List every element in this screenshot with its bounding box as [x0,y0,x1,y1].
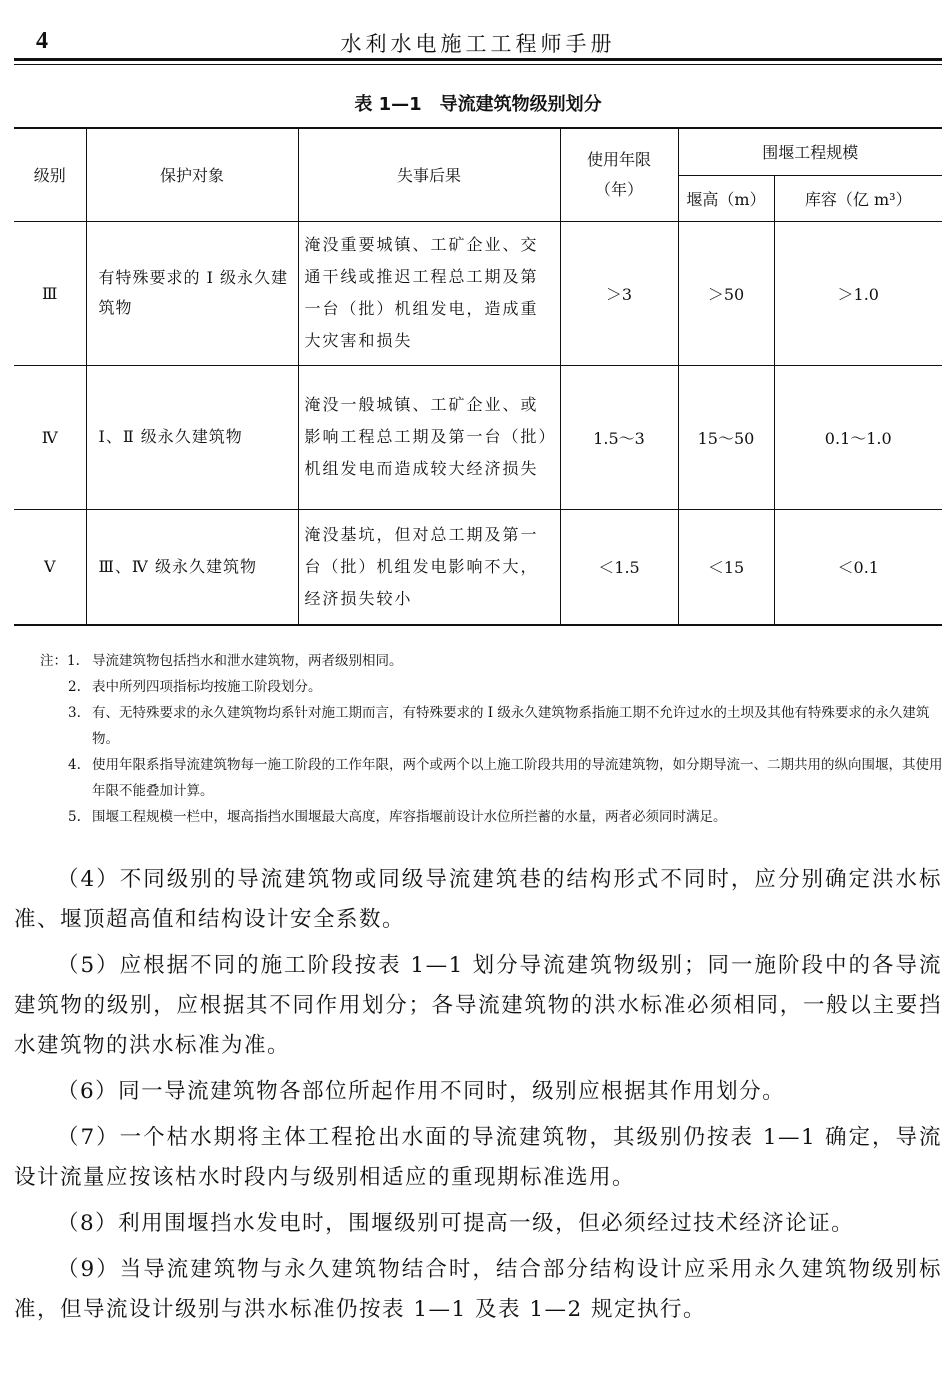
col-life-header [560,128,678,221]
note-label: 5. [68,809,81,825]
paragraph: （6）同一导流建筑物各部位所起作用不同时，级别应根据其作用划分。 [57,1079,786,1104]
cell-height: 15～50 [678,365,774,509]
note-label: 4. [68,757,81,773]
cell-volume: ＞1.0 [774,221,942,365]
note-label: 注：1. [40,653,80,669]
cell-height: ＞50 [678,221,774,365]
cell-life: ＜1.5 [560,509,678,625]
cell-life: ＞3 [560,221,678,365]
cell-protect: Ⅲ、Ⅳ 级永久建筑物 [86,509,298,625]
note-text: 使用年限系指导流建筑物每一施工阶段的工作年限，两个或两个以上施工阶段共用的导流建筑物，如分期导流一、二期共用的纵向围堰，其使用年限不能叠加计算。 [92,757,943,799]
cell-height: ＜15 [678,509,774,625]
table-title: 表 1—1 导流建筑物级别划分 [354,94,602,115]
col-life-unit: （年） [594,179,643,199]
cell-protect: 有特殊要求的 Ⅰ 级永久建筑物 [86,221,298,365]
col-scale-header: 围堰工程规模 [678,128,942,175]
cell-volume: 0.1～1.0 [774,365,942,509]
col-protect-header: 保护对象 [86,128,298,221]
grade-table [14,127,942,626]
col-consequence-header: 失事后果 [298,128,560,221]
col-life-label: 使用年限 [586,149,651,169]
cell-volume: ＜0.1 [774,509,942,625]
header-rule-thick [14,58,942,61]
cell-consequence: 淹没重要城镇、工矿企业、交通干线或推迟工程总工期及第一台（批）机组发电，造成重大灾害和损失 [298,221,560,365]
note-label: 2. [68,679,81,695]
note-label: 3. [68,705,81,721]
note-text: 表中所列四项指标均按施工阶段划分。 [92,679,322,695]
paragraph: （4）不同级别的导流建筑物或同级导流建筑巷的结构形式不同时，应分别确定洪水标准、堰顶超高值和结构设计安全系数。 [14,867,942,932]
table-row [14,221,942,365]
col-level-header: 级别 [14,128,86,221]
cell-level: Ⅲ [14,221,86,365]
book-title: 水利水电施工工程师手册 [340,32,616,56]
note-item [40,648,945,674]
table-header-row [14,128,942,175]
note-item [40,752,945,804]
note-item [40,674,945,700]
table-row [14,365,942,509]
table-notes [40,648,945,830]
paragraph: （9）当导流建筑物与永久建筑物结合时，结合部分结构设计应采用永久建筑物级别标准，但导流设计级别与洪水标准仍按表 1—1 及表 1—2 规定执行。 [14,1257,942,1322]
note-text: 导流建筑物包括挡水和泄水建筑物，两者级别相同。 [92,653,403,669]
note-item [40,804,945,830]
cell-life: 1.5～3 [560,365,678,509]
note-item [40,700,945,752]
page-header [14,28,942,58]
note-text: 有、无特殊要求的永久建筑物均系针对施工期而言，有特殊要求的 Ⅰ 级永久建筑物系指施工期不允许过水的土坝及其他有特殊要求的永久建筑物。 [92,705,930,747]
body-text [14,860,942,1336]
header-rule-thin [14,64,942,65]
col-height-header: 堰高（m） [678,175,774,221]
cell-level: Ⅳ [14,365,86,509]
cell-protect: Ⅰ、Ⅱ 级永久建筑物 [86,365,298,509]
paragraph: （8）利用围堰挡水发电时，围堰级别可提高一级，但必须经过技术经济论证。 [57,1211,855,1236]
table-row [14,509,942,625]
cell-consequence: 淹没一般城镇、工矿企业、或影响工程总工期及第一台（批）机组发电而造成较大经济损失 [298,365,560,509]
paragraph: （7）一个枯水期将主体工程抢出水面的导流建筑物，其级别仍按表 1—1 确定，导流设计流量应按该枯水时段内与级别相适应的重现期标准选用。 [14,1125,942,1190]
cell-consequence: 淹没基坑，但对总工期及第一台（批）机组发电影响不大，经济损失较小 [298,509,560,625]
cell-level: Ⅴ [14,509,86,625]
paragraph: （5）应根据不同的施工阶段按表 1—1 划分导流建筑物级别；同一施阶段中的各导流建筑物的级别，应根据其不同作用划分；各导流建筑物的洪水标准必须相同，一般以主要挡水建筑物的洪水标准为准。 [14,953,942,1058]
note-text: 围堰工程规模一栏中，堰高指挡水围堰最大高度，库容指堰前设计水位所拦蓄的水量，两者必须同时满足。 [92,809,727,825]
page-number: 4 [36,28,48,54]
col-volume-header: 库容（亿 m³） [774,175,942,221]
